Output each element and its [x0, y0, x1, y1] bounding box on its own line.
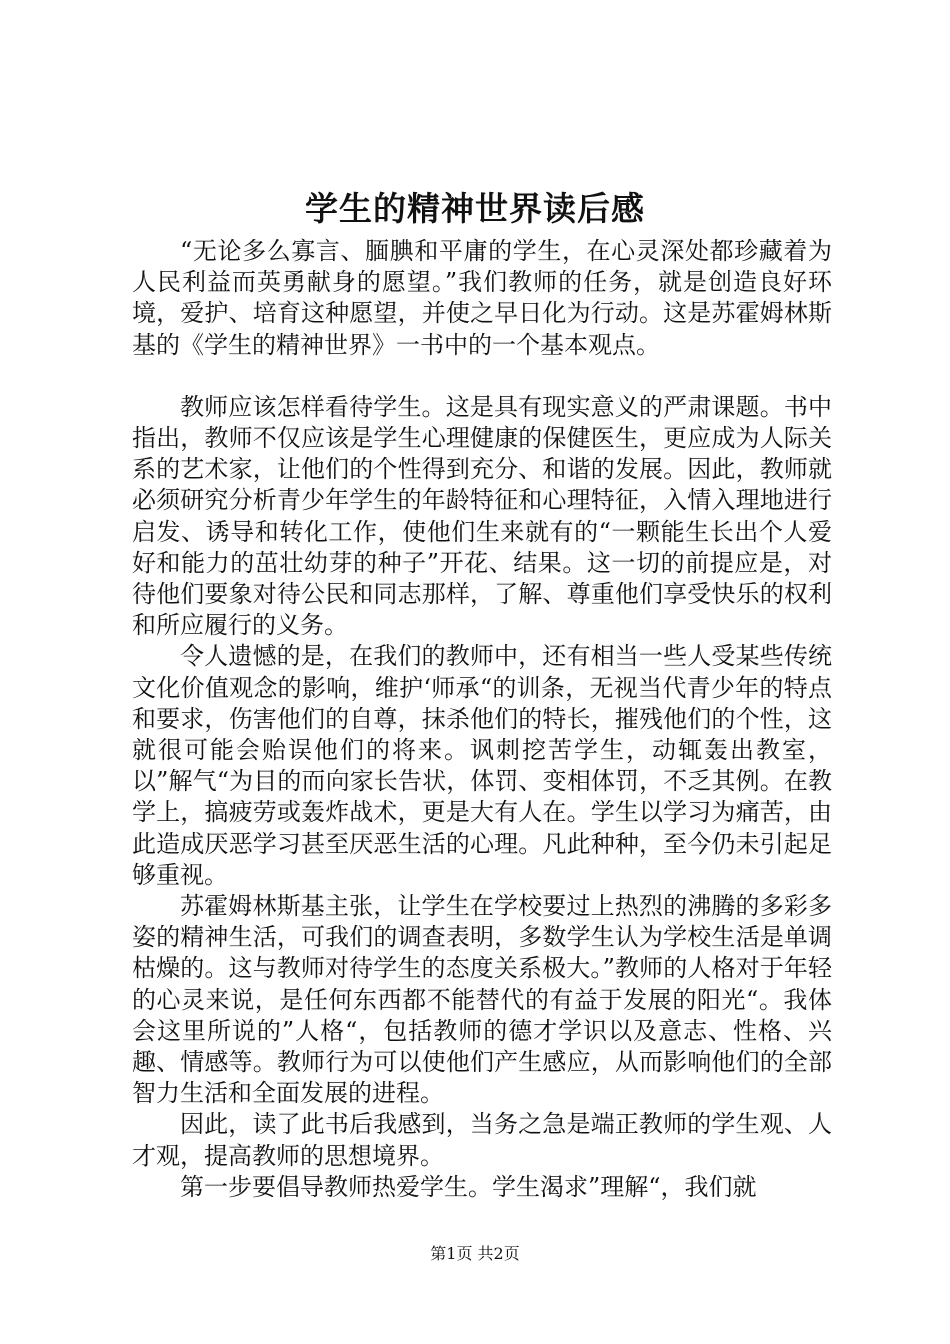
paragraph: 教师应该怎样看待学生。这是具有现实意义的严肃课题。书中指出，教师不仅应该是学生心理健康的保健医生，更应成为人际关系的艺术家，让他们的个性得到充分、和谐的发展。因此，教师就必须研究分析青少年学生的年龄特征和心理特征，入情入理地进行启发、诱导和转化工作，使他们生来就有的“一颗能生长出个人爱好和能力的茁壮幼芽的种子”开花、结果。这一切的前提应是，对待他们要象对待公民和同志那样，了解、尊重他们享受快乐的权利和所应履行的义务。	[132, 392, 832, 640]
paragraph: 苏霍姆林斯基主张，让学生在学校要过上热烈的沸腾的多彩多姿的精神生活，可我们的调查表明，多数学生认为学校生活是单调枯燥的。这与教师对待学生的态度关系极大。”教师的人格对于年轻的心灵来说，是任何东西都不能替代的有益于发展的阳光“。我体会这里所说的”人格“，包括教师的德才学识以及意志、性格、兴趣、情感等。教师行为可以使他们产生感应，从而影响他们的全部智力生活和全面发展的进程。	[132, 892, 832, 1108]
document-title: 学生的精神世界读后感	[305, 189, 645, 228]
document-body	[132, 236, 832, 1203]
page-footer: 第1页 共2页	[430, 1244, 520, 1263]
paragraph: 因此，读了此书后我感到，当务之急是端正教师的学生观、人才观，提高教师的思想境界。	[132, 1110, 832, 1170]
paragraph: 令人遗憾的是，在我们的教师中，还有相当一些人受某些传统文化价值观念的影响，维护‘师承“的训条，无视当代青少年的特点和要求，伤害他们的自尊，抹杀他们的特长，摧残他们的个性，这就很可能会贻误他们的将来。讽刺挖苦学生，动辄轰出教室，以”解气“为目的而向家长告状，体罚、变相体罚，不乏其例。在教学上，搞疲劳或轰炸战术，更是大有人在。学生以学习为痛苦，由此造成厌恶学习甚至厌恶生活的心理。凡此种种，至今仍未引起足够重视。	[132, 642, 832, 889]
paragraph: 第一步要倡导教师热爱学生。学生渴求”理解“，我们就	[180, 1172, 757, 1201]
paragraph: “无论多么寡言、腼腆和平庸的学生，在心灵深处都珍藏着为人民利益而英勇献身的愿望。”我们教师的任务，就是创造良好环境，爱护、培育这种愿望，并使之早日化为行动。这是苏霍姆林斯基的《学生的精神世界》一书中的一个基本观点。	[132, 237, 832, 359]
